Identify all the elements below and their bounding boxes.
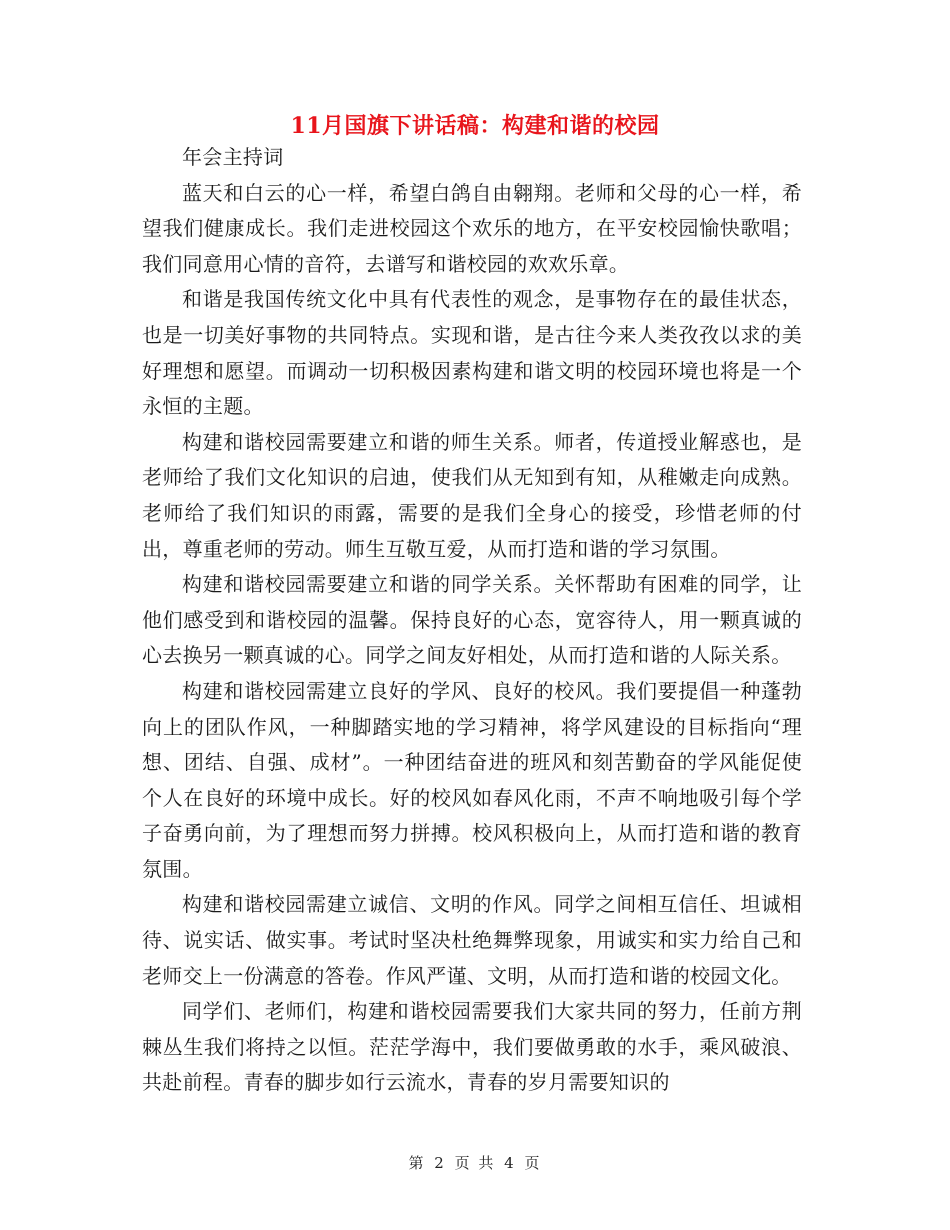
- footer-middle: 页 共: [454, 1154, 496, 1172]
- paragraph: 蓝天和白云的心一样，希望白鸽自由翱翔。老师和父母的心一样，希望我们健康成长。我们走进校园这个欢乐的地方，在平安校园愉快歌唱；我们同意用心情的音符，去谱写和谐校园的欢欢乐章。: [142, 180, 802, 276]
- paragraph: 构建和谐校园需要建立和谐的师生关系。师者，传道授业解惑也，是老师给了我们文化知识的启迪，使我们从无知到有知，从稚嫩走向成熟。老师给了我们知识的雨露，需要的是我们全身心的接受，珍惜老师的付出，尊重老师的劳动。师生互敬互爱，从而打造和谐的学习氛围。: [142, 429, 802, 561]
- paragraph: 构建和谐校园需建立诚信、文明的作风。同学之间相互信任、坦诚相待、说实话、做实事。考试时坚决杜绝舞弊现象，用诚实和实力给自己和老师交上一份满意的答卷。作风严谨、文明，从而打造和谐的校园文化。: [142, 892, 802, 988]
- paragraph: 构建和谐校园需要建立和谐的同学关系。关怀帮助有困难的同学，让他们感受到和谐校园的温馨。保持良好的心态，宽容待人，用一颗真诚的心去换另一颗真诚的心。同学之间友好相处，从而打造和谐的人际关系。: [142, 572, 802, 668]
- footer-current-page: 2: [434, 1154, 446, 1172]
- footer-prefix: 第: [408, 1154, 426, 1172]
- paragraph-subtitle: 年会主持词: [182, 145, 284, 169]
- footer-total-pages: 4: [504, 1154, 516, 1172]
- document-title: 11月国旗下讲话稿：构建和谐的校园: [290, 113, 660, 139]
- paragraph: 构建和谐校园需建立良好的学风、良好的校风。我们要提倡一种蓬勃向上的团队作风，一种脚踏实地的学习精神，将学风建设的目标指向“理想、团结、自强、成材”。一种团结奋进的班风和刻苦勤奋的学风能促使个人在良好的环境中成长。好的校风如春风化雨，不声不响地吸引每个学子奋勇向前，为了理想而努力拼搏。校风积极向上，从而打造和谐的教育氛围。: [142, 678, 802, 881]
- page-footer: [0, 1152, 950, 1173]
- paragraph: 同学们、老师们，构建和谐校园需要我们大家共同的努力，任前方荆棘丛生我们将持之以恒。茫茫学海中，我们要做勇敢的水手，乘风破浪、共赴前程。青春的脚步如行云流水，青春的岁月需要知识的: [142, 999, 802, 1095]
- paragraph: 和谐是我国传统文化中具有代表性的观念，是事物存在的最佳状态，也是一切美好事物的共同特点。实现和谐，是古往今来人类孜孜以求的美好理想和愿望。而调动一切积极因素构建和谐文明的校园环境也将是一个永恒的主题。: [142, 287, 802, 419]
- footer-suffix: 页: [524, 1154, 542, 1172]
- document-body: [142, 140, 802, 1101]
